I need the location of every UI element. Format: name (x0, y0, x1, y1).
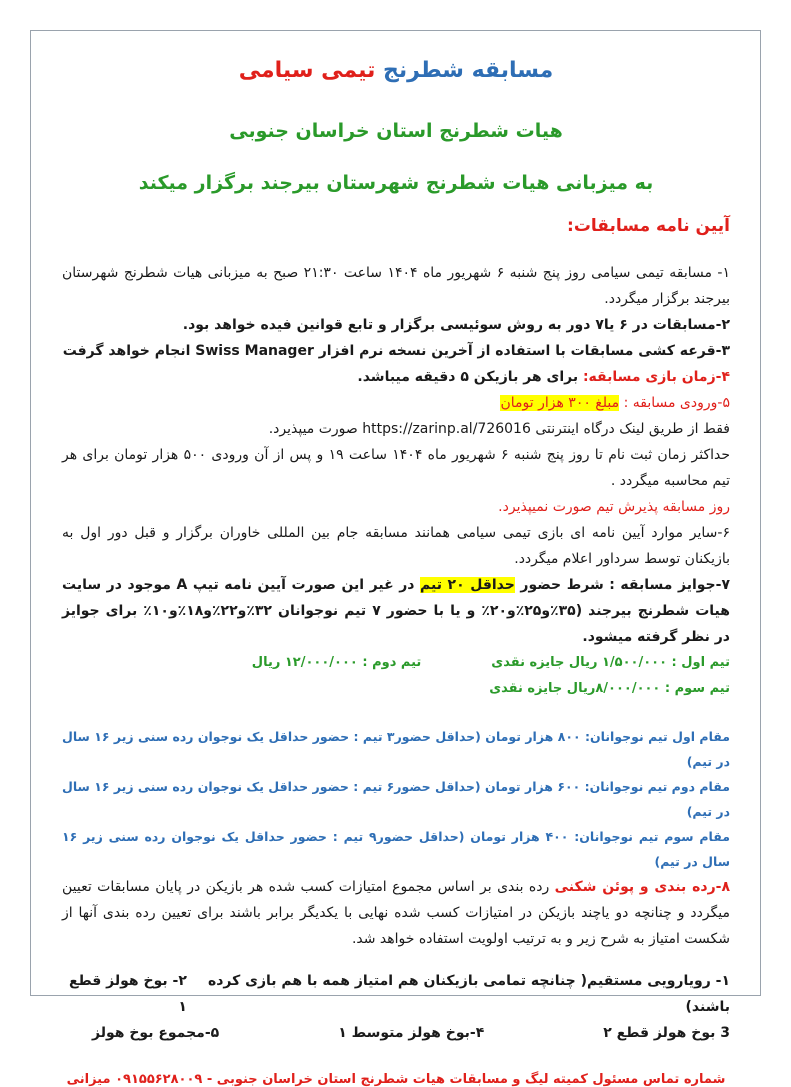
tiebreak-1: ۱- رویارویی مستقیم( چنانچه تمامی بازیکنان هم امتیاز همه با هم بازی کرده باشند) (207, 973, 730, 1015)
youth-prize-second: مقام دوم تیم نوجوانان: ۶۰۰ هزار تومان (حداقل حضور۶ تیم : حضور حداقل یک نوجوان رده سنی زیر ۱۶ سال در تیم) (62, 779, 730, 819)
rule-item-4: ۴-زمان بازی مسابقه: برای هر بازیکن ۵ دقیقه میباشد. (357, 369, 730, 385)
document-content (62, 40, 730, 1087)
youth-prizes (62, 724, 730, 874)
youth-prize-third: مقام سوم تیم نوجوانان: ۴۰۰ هزار تومان (حداقل حضور۹ تیم : حضور حداقل یک نوجوان رده سنی زیر ۱۶ سال در تیم) (62, 829, 730, 869)
prize-first: تیم اول : ۱/۵۰۰/۰۰۰ ریال جایزه نقدی (491, 655, 730, 670)
entry-fee: مبلغ ۳۰۰ هزار تومان (500, 395, 620, 411)
subtitle-federation: هیات شطرنج استان خراسان جنوبی (229, 120, 563, 142)
payment-line: فقط از طریق لینک درگاه اینترنتی https://zarinp.al/726016 صورت میپذیرد. (268, 421, 730, 437)
prize-row (62, 650, 730, 676)
tiebreak-3: 3 بوخ هولز قطع ۲ (603, 1025, 730, 1041)
rule-item-2: ۲-مسابقات در ۶ یا۷ دور به روش سوئیسی برگزار و تابع قوانین فیده خواهد بود. (182, 317, 730, 333)
rule-item-6: ۶-سایر موارد آیین نامه ای بازی تیمی سیامی همانند مسابقه جام بین المللی خاوران برگزار و قبل دور اول به بازیکنان توسط سرداور اعلام میگردد. (62, 525, 730, 567)
tiebreak-5: ۵-مجموع بوخ هولز (92, 1025, 220, 1041)
rules-heading: آیین نامه مسابقات: (567, 216, 730, 236)
prize-third: تیم سوم : ۸/۰۰۰/۰۰۰ریال جایزه نقدی (489, 681, 730, 696)
min-teams-highlight: حداقل ۲۰ تیم (420, 577, 515, 593)
subtitle-host: به میزبانی هیات شطرنج شهرستان بیرجند برگزار میکند (138, 172, 654, 194)
rule-item-7: ۷-جوایز مسابقه : شرط حضور حداقل ۲۰ تیم در غیر این صورت آیین نامه تیپ A موجود در سایت هیات شطرنج بیرجند (۳۵٪و۲۵٪و۲۰٪ و یا با حضور ۷ تیم نوجوانان ۳۲٪و۲۲٪و۱۸٪و۱۰٪ برای جوایز در نظر گرفته میشود. (62, 577, 730, 645)
rule-item-1: ۱- مسابقه تیمی سیامی روز پنج شنبه ۶ شهریور ماه ۱۴۰۴ ساعت ۲۱:۳۰ صبح به میزبانی هیات شطرنج شهرستان بیرجند برگزار میگردد. (62, 265, 731, 307)
youth-prize-first: مقام اول تیم نوجوانان: ۸۰۰ هزار تومان (حداقل حضور۳ تیم : حضور حداقل یک نوجوان رده سنی زیر ۱۶ سال در تیم) (62, 729, 731, 769)
prize-second: تیم دوم : ۱۲/۰۰۰/۰۰۰ ریال (251, 655, 422, 670)
deadline-text: حداکثر زمان ثبت نام تا روز پنج شنبه ۶ شهریور ماه ۱۴۰۴ ساعت ۱۹ و پس از آن ورودی ۵۰۰ هزار تومان برای هر تیم محاسبه میگردد . (62, 447, 731, 489)
contact-info: شماره تماس مسئول کمیته لیگ و مسابقات هیات شطرنج استان خراسان جنوبی - ۰۹۱۵۵۶۲۸۰۰۹ میزانی (66, 1072, 726, 1087)
no-same-day-notice: روز مسابقه پذیرش تیم صورت نمیپذیرد. (498, 499, 730, 515)
page-title: مسابقه شطرنج تیمی سیامی (238, 58, 554, 83)
software-name: Swiss Manager (195, 343, 314, 359)
rule-item-5: ۵-ورودی مسابقه : مبلغ ۳۰۰ هزار تومان (500, 395, 730, 411)
rule-item-3: ۳-قرعه کشی مسابقات با استفاده از آخرین نسخه نرم افزار Swiss Manager انجام خواهد گرفت (62, 343, 730, 359)
rules-list (62, 260, 730, 650)
tiebreak-2: ۲- بوخ هولز قطع ۱ (68, 973, 187, 1015)
tiebreaks (62, 968, 730, 1046)
payment-link[interactable]: https://zarinp.al/726016 (362, 421, 531, 437)
rule-item-8: ۸-رده بندی و پوئن شکنی رده بندی بر اساس مجموع امتیازات کسب شده هر بازیکن در پایان مسابقات تعیین میگردد و چنانچه دو یاچند بازیکن در امتیازات کسب شده نهایی با یکدیگر برابر باشند برای تعیین رده بندی آنها از شکست امتیاز به شرح زیر و به ترتیب اولویت استفاده خواهد شد. (62, 879, 730, 947)
tiebreak-4: ۴-بوخ هولز متوسط ۱ (338, 1025, 485, 1041)
